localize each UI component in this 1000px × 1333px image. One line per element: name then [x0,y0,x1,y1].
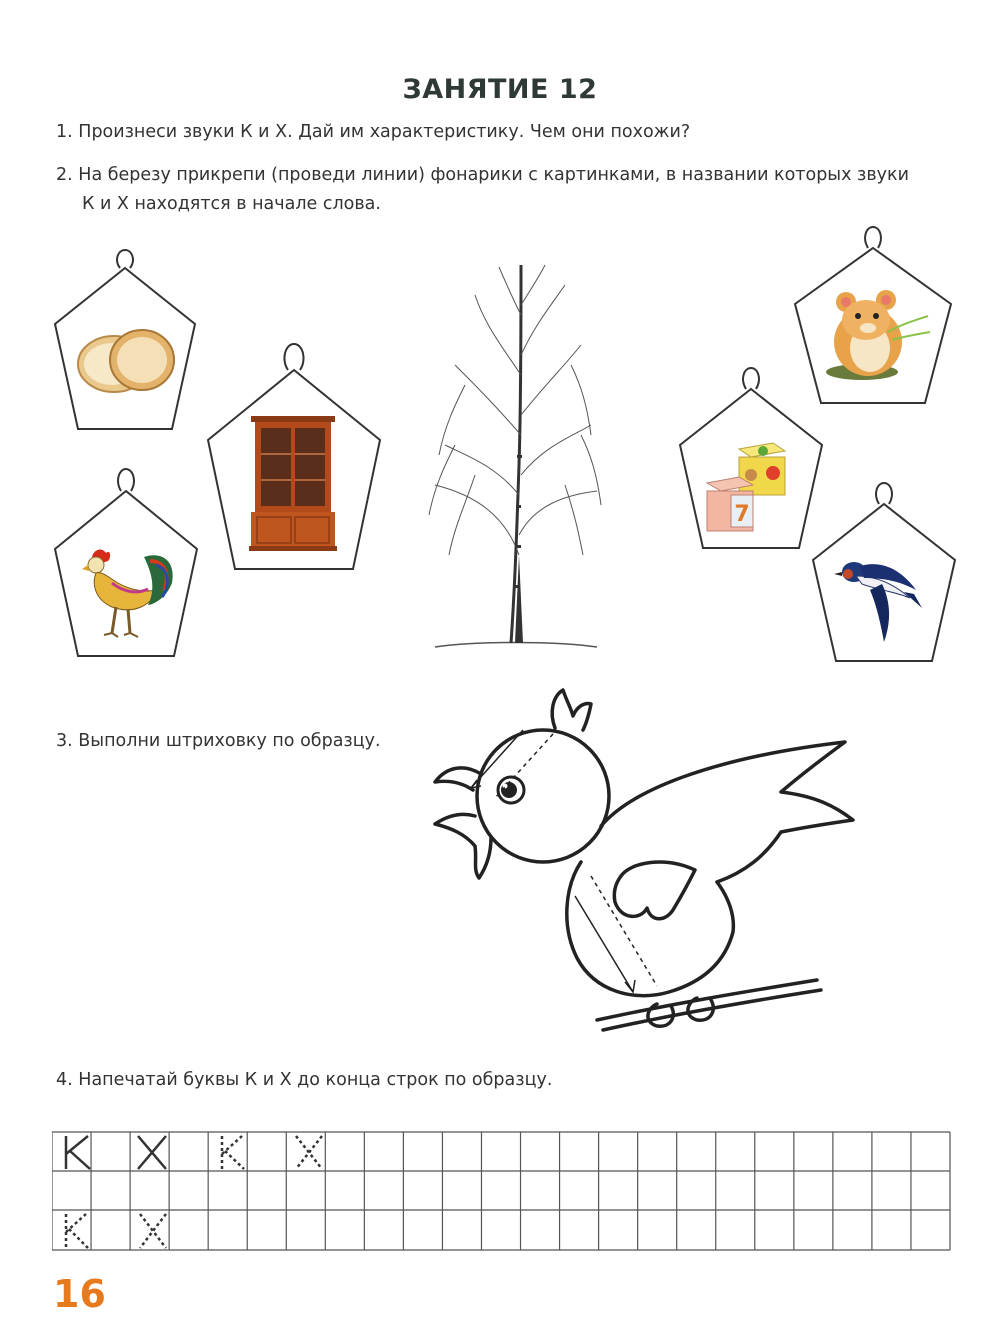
task-1 [56,118,690,147]
task-1-text: Произнеси звуки К и Х. Дай им характеристику. Чем они похожи? [78,122,691,142]
page-title: ЗАНЯТИЕ 12 [402,74,598,105]
cupboard-icon [249,416,337,551]
lantern-swallow[interactable] [810,480,958,664]
task-4-text: Напечатай буквы К и Х до конца строк по образцу. [78,1070,553,1090]
sample-letter-k-solid [66,1136,90,1169]
lantern-cupboard[interactable] [205,340,383,572]
bird-outline-icon [425,686,885,1036]
task-2-text: На березу прикрепи (проведи линии) фонарики с картинками, в названии которых звуки [78,165,909,185]
letter-grid[interactable] [52,1130,952,1256]
sample-letter-k-dotted [222,1136,244,1169]
lantern-bread[interactable] [52,246,198,432]
shading-bird[interactable] [425,686,885,1040]
task-3-text: Выполни штриховку по образцу. [78,731,381,751]
cube-digit: 7 [734,502,750,527]
task-3-number: 3. [56,731,73,751]
birch-tree-icon [415,255,615,655]
task-4-number: 4. [56,1070,73,1090]
sample-letter-k-dotted-row3 [66,1214,88,1248]
task-1-number: 1. [56,122,73,142]
task-3 [56,727,381,756]
task-2-text-cont: К и Х находятся в начале слова. [82,194,381,214]
page-number: 16 [53,1272,106,1316]
lantern-cubes[interactable] [677,365,825,551]
lantern-rooster[interactable] [52,465,200,659]
task-4 [56,1066,552,1095]
task-2 [56,161,909,219]
sample-letter-x-solid [138,1136,166,1169]
birch-tree [415,255,615,659]
task-2-number: 2. [56,165,73,185]
sample-letter-x-dotted-row3 [140,1214,166,1248]
sample-letter-x-dotted [296,1136,322,1169]
